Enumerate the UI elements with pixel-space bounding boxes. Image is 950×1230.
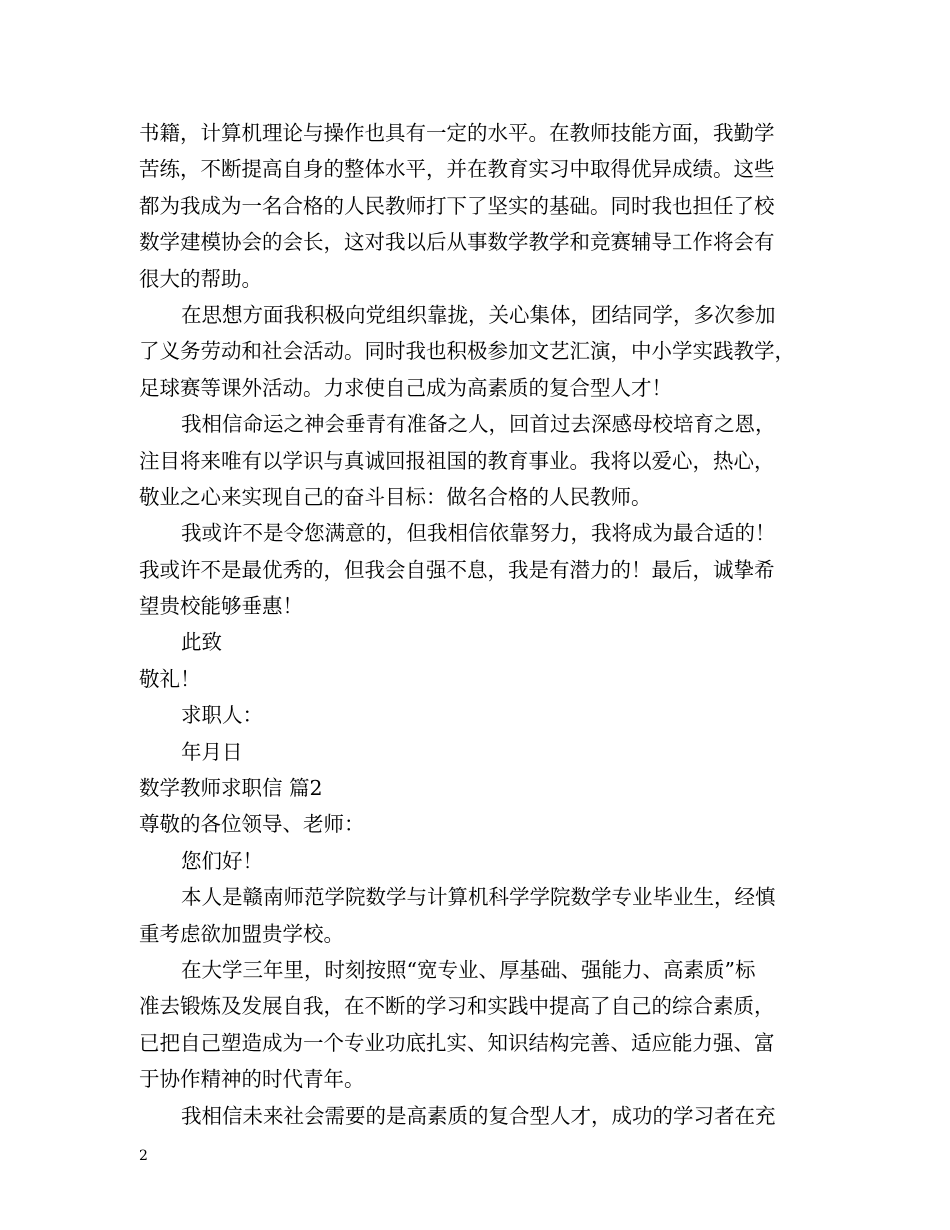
text-line: 于协作精神的时代青年。 — [139, 1067, 365, 1092]
text-line: 我或许不是最优秀的，但我会自强不息，我是有潜力的！最后，诚挚希 — [139, 557, 775, 582]
greeting-line: 您们好！ — [181, 848, 263, 873]
text-line: 苦练，不断提高自身的整体水平，并在教育实习中取得优异成绩。这些 — [139, 157, 775, 182]
section-title: 数学教师求职信 篇2 — [139, 776, 323, 801]
body-text — [139, 115, 819, 1134]
text-line: 重考虑欲加盟贵学校。 — [139, 921, 344, 946]
greeting-line: 尊敬的各位领导、老师： — [139, 812, 365, 837]
closing-line: 此致 — [181, 630, 222, 655]
text-line: 我相信未来社会需要的是高素质的复合型人才，成功的学习者在充 — [181, 1103, 776, 1128]
text-line: 我或许不是令您满意的，但我相信依靠努力，我将成为最合适的！ — [181, 521, 776, 546]
text-line: 数学建模协会的会长，这对我以后从事数学教学和竞赛辅导工作将会有 — [139, 230, 775, 255]
text-line: 足球赛等课外活动。力求使自己成为高素质的复合型人才！ — [139, 375, 672, 400]
text-line: 本人是赣南师范学院数学与计算机科学学院数学专业毕业生，经慎 — [181, 885, 776, 910]
text-line: 准去锻炼及发展自我，在不断的学习和实践中提高了自己的综合素质， — [139, 994, 775, 1019]
date-line: 年月日 — [181, 739, 243, 764]
text-line: 注目将来唯有以学识与真诚回报祖国的教育事业。我将以爱心，热心， — [139, 448, 775, 473]
text-line: 书籍，计算机理论与操作也具有一定的水平。在教师技能方面，我勤学 — [139, 121, 775, 145]
text-line: 我相信命运之神会垂青有准备之人，回首过去深感母校培育之恩， — [181, 412, 776, 437]
text-line: 已把自己塑造成为一个专业功底扎实、知识结构完善、适应能力强、富 — [139, 1030, 775, 1055]
applicant-line: 求职人： — [181, 703, 263, 728]
salute-line: 敬礼！ — [139, 666, 201, 691]
text-line: 都为我成为一名合格的人民教师打下了坚实的基础。同时我也担任了校 — [139, 193, 775, 218]
text-line: 敬业之心来实现自己的奋斗目标：做名合格的人民教师。 — [139, 484, 652, 509]
text-line: 在大学三年里，时刻按照“宽专业、厚基础、强能力、高素质”标 — [181, 957, 756, 982]
text-line: 望贵校能够垂惠！ — [139, 594, 303, 619]
text-line: 了义务劳动和社会活动。同时我也积极参加文艺汇演，中小学实践教学， — [139, 339, 795, 364]
page-number: 2 — [139, 1148, 148, 1164]
text-line: 很大的帮助。 — [139, 266, 262, 291]
text-line: 在思想方面我积极向党组织靠拢，关心集体，团结同学，多次参加 — [181, 302, 776, 327]
